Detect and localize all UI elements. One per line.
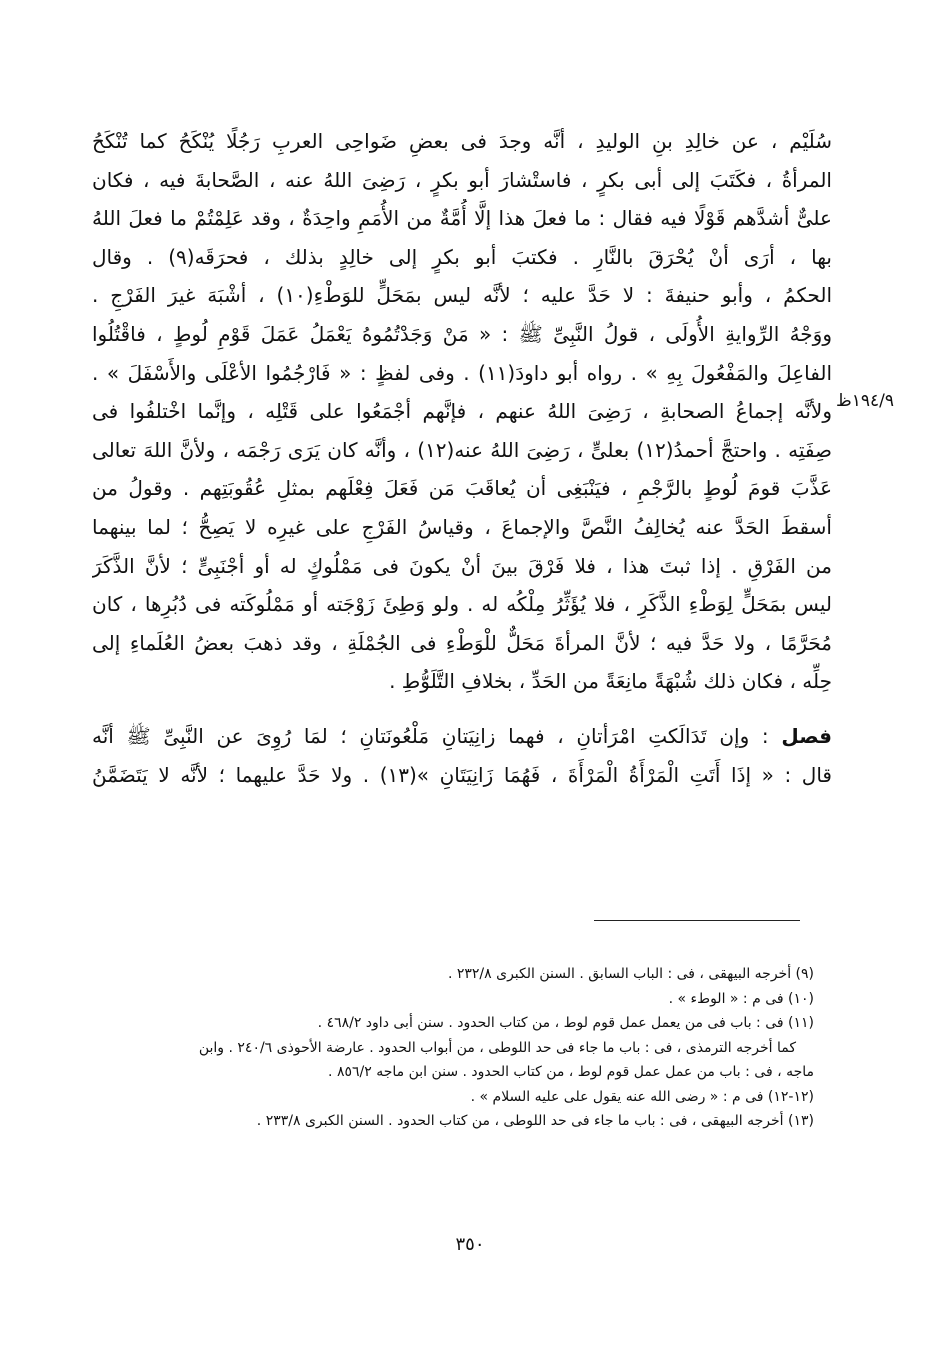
footnote-10: (١٠) فى م : « الوطء » . [668,990,814,1007]
text-line-6: ووَجْهُ الرِّوايةِ الأُولَى ، قولُ النَّبِىِّ ﷺ : « مَنْ وَجَدْتُمُوهُ يَعْمَلُ عَمَلَ قَوْمِ لُوطٍ ، فاقْتُلُوا [92,321,832,346]
text-line-3: علىٌّ أشدَّهم قَوْلًا فيه فقال : ما فعلَ هذا إلَّا أُمَّةٌ من الأُمَمِ واحِدَةٌ ، وقد عَلِمْتُمْ ما فعلَ اللهُ [92,206,832,231]
text-line-7: الفاعِلَ والمَفْعُولَ بِهِ » . رواه أبو داودَ(١١) . وفى لفظٍ : « فَارْجُمُوا الأعْلَى والأَسْفَلَ » . [92,360,832,385]
footnote-separator [594,920,800,921]
fasl-label: فصل [781,723,832,748]
text-line-10: عَذَّبَ قومَ لُوطٍ بالرَّجْمِ ، فيَنْبَغِى أن يُعاقَبَ مَن فَعَلَ فِعْلَهم بمثلِ عُقُوبَتِهم . وقولُ من [92,476,832,501]
text-line-8: ولأنَّه إجماعُ الصحابةِ ، رَضِىَ اللهُ عنهم ، فإنَّهم أجْمَعُوا على قَتْلِه ، وإنَّما اخْتلفُوا فى [92,399,832,424]
text-line-13: ليس بمَحَلٍّ لِوَطْءِ الذَّكَرِ ، فلا يُؤَثِّرُ مِلْكُه له . ولو وَطِئَ زَوْجَته أو مَمْلُوكَته فى دُبُرِها ، كان [92,592,832,617]
text-line-14: مُحَرَّمًا ، ولا حَدَّ فيه ؛ لأنَّ المرأةَ مَحَلٌّ للْوَطْءِ فى الجُمْلَةِ ، وقد ذهبَ بعضُ العُلَماءِ إلى [92,630,832,655]
page-number: ٣٥٠ [455,1234,485,1255]
footnote-11-continued-2: ماجه ، فى : باب من عمل عمل قوم لوط ، من كتاب الحدود . سنن ابن ماجه ٨٥٦/٢ . [328,1064,814,1080]
footnote-11-continued: كما أخرجه الترمذى ، فى : باب ما جاء فى حد اللوطى ، من أبواب الحدود . عارضة الأحوذى ٢٤٠/٦ . وابن [198,1039,796,1056]
margin-folio-note: ١٩٤/٩ظ [836,391,894,411]
text-line-2: المرأةُ ، فكَتَبَ إلى أبى بكرٍ ، فاستْشارَ أبو بكرٍ ، رَضِىَ اللهُ عنه ، الصَّحابةَ فيه ، فكان [92,167,832,192]
text-line-9: صِفَتِه . واحتجَّ أحمدُ(١٢) بعلىٍّ ، رَضِىَ اللهُ عنه(١٢) ، وأنَّه كان يَرَى رَجْمَه ، ولأنَّ اللهَ تعالى [92,437,832,462]
paragraph-gap [92,701,832,717]
footnote-12: (١٢-١٢) فى م : « رضى الله عنه يقول على عليه السلام » . [470,1088,814,1105]
fasl-line-2: قال : « إذَا أَتَتِ الْمَرْأَةُ الْمَرْأَةَ ، فَهُمَا زَانِيَتَانِ »(١٣) . ولا حَدَّ عليهما ؛ لأنَّه لا يَتَضَمَّنُ [92,762,832,787]
footnote-13: (١٣) أخرجه البيهقى ، فى : باب ما جاء فى حد اللوطى ، من كتاب الحدود . السنن الكبرى ٢٣٣/٨ . [256,1113,814,1129]
text-line-15: حِلِّه ، فكان ذلك شُبْهَةً مانِعَةً من الحَدِّ ، بخلافِ التَّلَوُّطِ . [389,669,832,694]
text-line-11: أسقطَ الحَدَّ عنه يُخالِفُ النَّصَّ والإجماعَ ، وقياسُ الفَرْجِ على غيرِه لا يَصِحُّ ؛ لما بينهما [92,514,832,539]
fasl-line-1 [92,717,832,756]
text-line-12: من الفَرْقِ . إذا ثبتَ هذا ، فلا فَرْقَ بينَ أنْ يكونَ فى مَمْلُوكٍ له أو أجْنَبِىٍّ ؛ لأنَّ الذَّكَرَ [92,553,832,578]
text-line-5: الحكمُ ، وأبو حنيفةَ : لا حَدَّ عليه ؛ لأنَّه ليس بمَحَلٍّ للوَطْءِ(١٠) ، أشْبَهَ غيرَ الفَرْجِ . [92,283,832,308]
footnote-11: (١١) فى : باب فى من يعمل عمل قوم لوط ، من كتاب الحدود . سنن أبى داود ٤٦٨/٢ . [317,1015,814,1031]
main-text [92,122,832,794]
footnote-9: (٩) أخرجه البيهقى ، فى : الباب السابق . السنن الكبرى ٢٣٢/٨ . [447,966,814,982]
footnotes [124,962,814,1134]
fasl-line-1-text: : وإن تَدَالَكتِ امْرَأتانِ ، فهما زانِيَتانِ مَلْعُونَتانِ ؛ لمَا رُوِىَ عن النَّبِىِّ ﷺ أنَّه [92,723,769,748]
text-line-1: سُلَيْم ، عن خالِدِ بنِ الوليدِ ، أنَّه وجدَ فى بعضِ ضَواحِى العربِ رَجُلًا يُنْكَحُ كما تُنْكَحُ [92,129,832,153]
text-line-4: بها ، أرَى أنْ يُحْرَقَ بالنَّارِ . فكتبَ أبو بكرٍ إلى خالِدٍ بذلك ، فحرَقَه(٩) . وقال [92,244,832,269]
